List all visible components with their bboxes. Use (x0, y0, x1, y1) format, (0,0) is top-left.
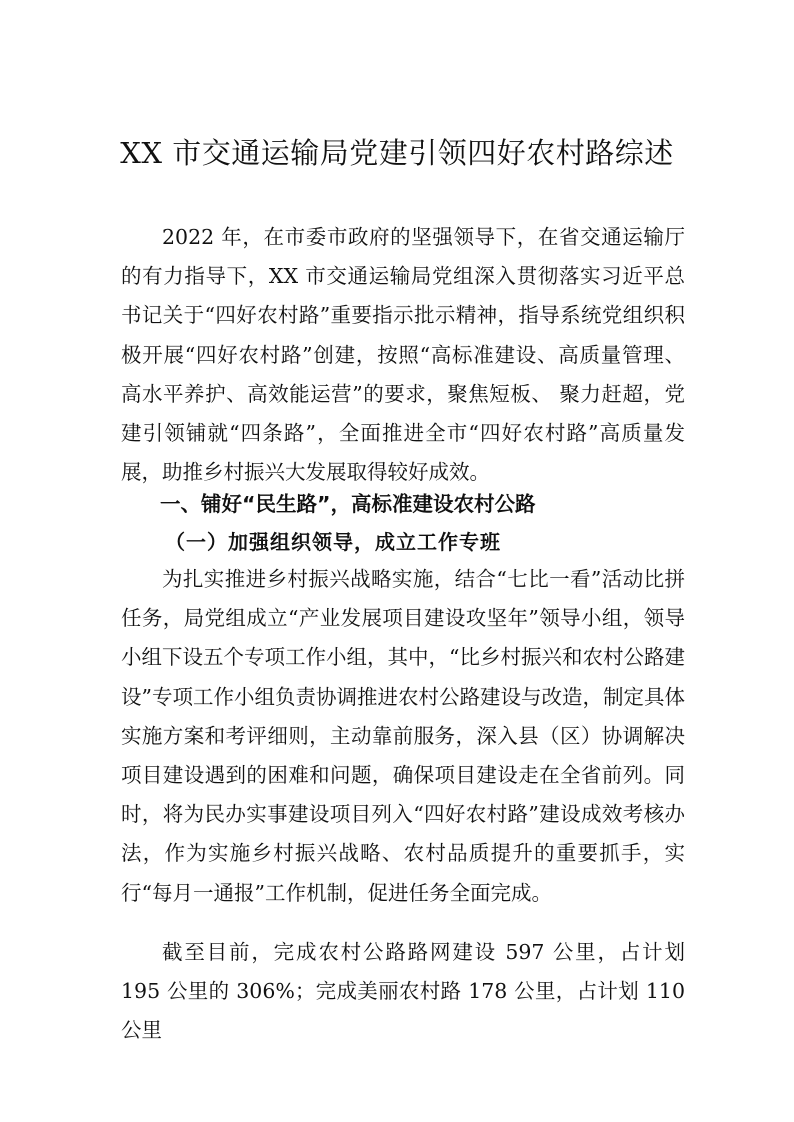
intro-paragraph: 2022 年，在市委市政府的坚强领导下，在省交通运输厅的有力指导下，XX 市交通运输局党组深入贯彻落实习近平总书记关于“四好农村路”重要指示批示精神，指导系统党组织积极开展“四好农村路”创建，按照“高标准建设、高质量管理、高水平养护、高效能运营”的要求，聚焦短板、 聚力赶超，党建引领铺就“四条路”，全面推进全市“四好农村路”高质量发展，助推乡村振兴大发展取得较好成效。 (121, 225, 685, 485)
document-title: XX 市交通运输局党建引领四好农村路综述 (120, 136, 674, 170)
subsection-heading-1-1: （一）加强组织领导，成立工作专班 (165, 530, 501, 554)
section-heading-1: 一、铺好“民生路”，高标准建设农村公路 (160, 492, 536, 516)
body-paragraph-2: 为扎实推进乡村振兴战略实施，结合“七比一看”活动比拼任务，局党组成立“产业发展项目建设攻坚年”领导小组，领导小组下设五个专项工作小组，其中，“比乡村振兴和农村公路建设”专项工作小组负责协调推进农村公路建设与改造，制定具体实施方案和考评细则，主动靠前服务，深入县（区）协调解决项目建设遇到的困难和问题，确保项目建设走在全省前列。同时，将为民办实事建设项目列入“四好农村路”建设成效考核办法，作为实施乡村振兴战略、农村品质提升的重要抓手，实行“每月一通报”工作机制，促进任务全面完成。 (121, 567, 685, 905)
body-paragraph-3: 截至目前，完成农村公路路网建设 597 公里，占计划 195 公里的 306%；完成美丽农村路 178 公里，占计划 110 公里 (121, 940, 685, 1043)
